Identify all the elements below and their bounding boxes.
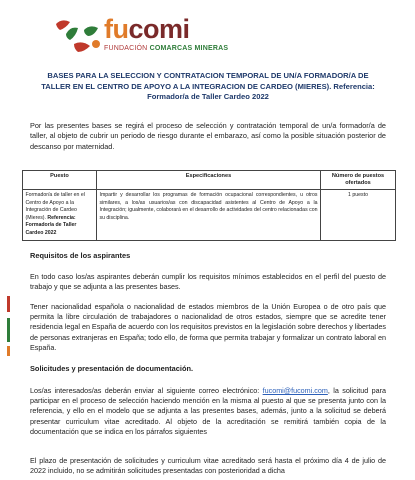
- solicitudes-text-before: Los/as interesados/as deberán enviar al siguiente correo electrónico:: [30, 386, 263, 395]
- brand-subtitle-comarcas: COMARCAS MINERAS: [149, 45, 229, 52]
- requisitos-paragraph-1: En todo caso los/as aspirantes deberán cumplir los requisitos mínimos establecidos en el perfil del puesto de trabajo y que se adjunta a las presentes bases.: [30, 272, 386, 292]
- brand-name: [104, 16, 228, 43]
- margin-bar-orange: [7, 346, 10, 356]
- margin-bar-red: [7, 296, 10, 312]
- brand-name-fu: fu: [104, 14, 129, 44]
- cell-especificaciones: Impartir y desarrollar los programas de formación ocupacional correspondientes, u otros similares, a los/as usuarios/as con discapacidad asistentes al Centro de Apoyo a la Integración; igualmente, colaborará en el desarrollo de actividades del centro relacionadas con su disciplina.: [97, 190, 321, 241]
- solicitudes-paragraph-1: [30, 386, 386, 437]
- header-puesto: Puesto: [23, 171, 97, 190]
- brand-name-comi: comi: [128, 14, 190, 44]
- cell-puesto: [23, 190, 97, 241]
- document-title: BASES PARA LA SELECCION Y CONTRATACION TEMPORAL DE UN/A FORMADOR/A DE TALLER EN EL CENTRO DE APOYO A LA INTEGRACION DE CARDEO (MIERES). Referencia: Formador/a de Taller Cardeo 2022: [41, 71, 375, 101]
- puesto-text: Formador/a de taller en el Centro de Apoyo a la Integración de Cardeo (Mieres).: [25, 192, 85, 221]
- solicitudes-heading: Solicitudes y presentación de documentación.: [30, 364, 194, 373]
- requisitos-paragraph-2: Tener nacionalidad española o nacionalidad de estados miembros de la Unión Europea o de otro país que permita la libre circulación de trabajadores o nacionalidad de otros estados, siempre que se acredite tener residencia legal en España de acuerdo con los requisitos previstos en la legislación sobre derechos y libertades de personas extranjeras en España; todo ello, de forma que permita trabajar y formalizar un contrato laboral en España.: [30, 302, 386, 352]
- header-numero: Número de puestos ofertados: [321, 171, 396, 190]
- puesto-reference: Referencia: Formador/a de Taller Cardeo 2022: [25, 214, 77, 236]
- solicitudes-text-after: , la solicitud para participar en el proceso de selección haciendo mención en la misma al puesto al que se presenta junto con la referencia, y ello en el modelo que se adjunta a las presentes bases, además, junto a la solicitud se deberá presentar curriculum vitae acreditado. Al objeto de la acreditación se remitirá también copia de la documentación que se indica en los párrafos siguientes: [30, 386, 386, 436]
- brand-subtitle-fundacion: FUNDACIÓN: [104, 45, 150, 52]
- positions-table: [22, 170, 396, 241]
- intro-paragraph: Por las presentes bases se regirá el proceso de selección y contratación temporal de un/a formador/a de taller, al objeto de cubrir un periodo de riesgo durante el embarazo, así como la posible situación posterior de descanso por maternidad.: [30, 121, 386, 151]
- brand-subtitle: [104, 44, 228, 53]
- email-link[interactable]: fucomi@fucomi.com: [262, 386, 328, 395]
- margin-bar-green: [7, 318, 10, 342]
- table-row: [23, 190, 396, 241]
- brand-block: [104, 16, 228, 53]
- cell-numero: 1 puesto: [321, 190, 396, 241]
- solicitudes-paragraph-2: El plazo de presentación de solicitudes y curriculum vitae acreditado será hasta el próximo día 4 de julio de 2022 incluido, no se admitirán solicitudes presentadas con posterioridad a dicha: [30, 456, 386, 476]
- requisitos-heading: Requisitos de los aspirantes: [30, 251, 131, 260]
- table-header-row: [23, 171, 396, 190]
- header-especificaciones: Especificaciones: [97, 171, 321, 190]
